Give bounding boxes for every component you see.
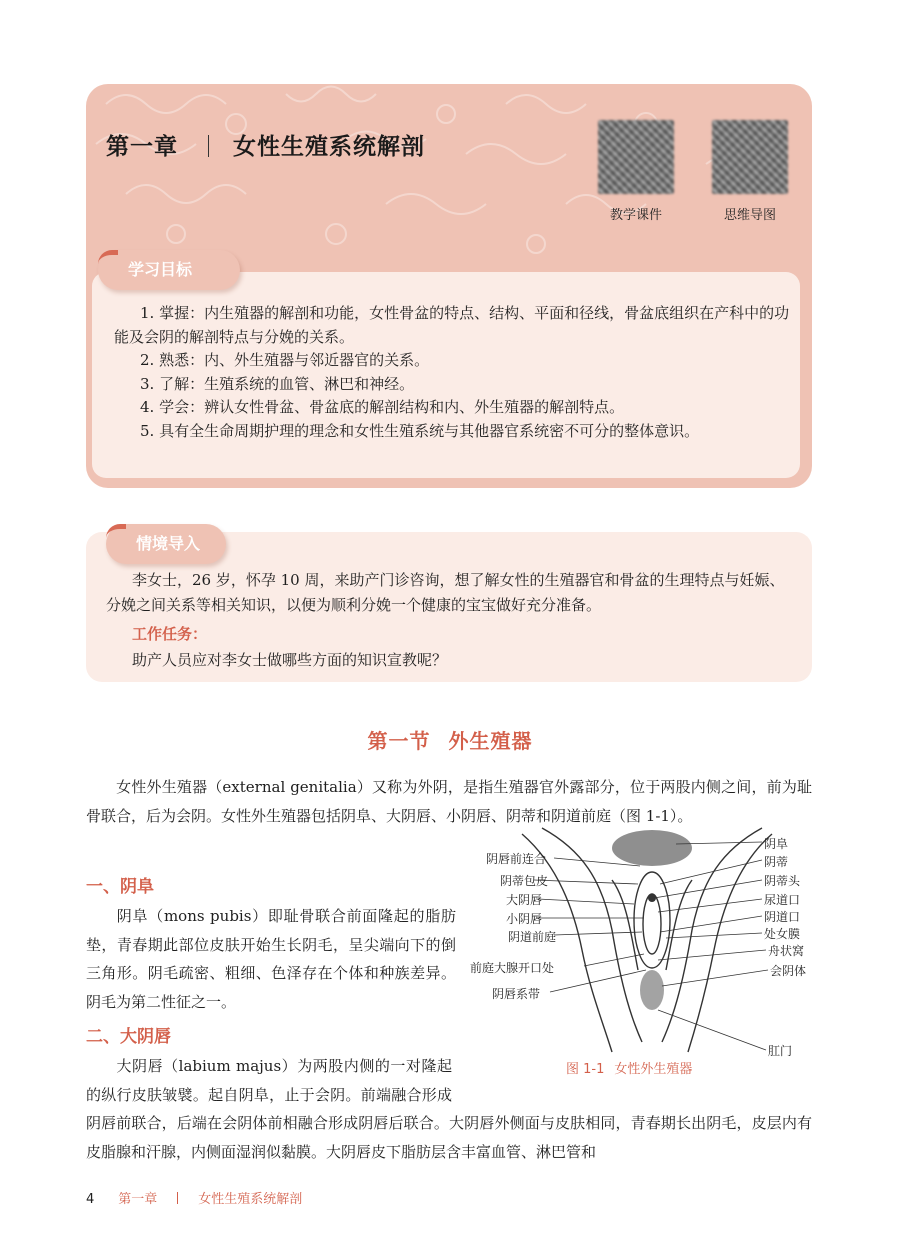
- label-hymen: 处女膜: [764, 927, 801, 941]
- section-intro-text: 女性外生殖器（external genitalia）又称为外阴，是指生殖器官外露部分，位于两股内侧之间，前为耻骨联合，后为会阴。女性外生殖器包括阴阜、大阴唇、小阴唇、阴蒂和阴道前庭（图 1-1）。: [86, 778, 812, 825]
- task-question: 助产人员应对李女士做哪些方面的知识宣教呢？: [132, 651, 448, 669]
- objective-item: 2. 熟悉：内、外生殖器与邻近器官的关系。: [140, 351, 430, 369]
- label-perineal-body: 会阴体: [770, 964, 807, 978]
- section-number: 第一节: [367, 729, 431, 753]
- chapter-name: 女性生殖系统解剖: [233, 134, 425, 160]
- section-name: 外生殖器: [448, 729, 533, 753]
- figure-caption: [566, 1058, 692, 1077]
- qr-courseware-label: 教学课件: [609, 208, 662, 223]
- label-vaginal-opening: 阴道口: [764, 910, 801, 924]
- page-number: 4: [86, 1192, 95, 1207]
- label-bartholin-opening: 前庭大腺开口处: [470, 961, 555, 975]
- figure-external-genitalia: [462, 820, 822, 1077]
- label-mons-pubis: 阴阜: [764, 837, 789, 851]
- footer-divider: [177, 1192, 178, 1204]
- objectives-list: [114, 302, 794, 443]
- label-navicular-fossa: 舟状窝: [768, 944, 805, 958]
- section-title: [0, 725, 900, 754]
- objective-item: 1. 掌握：内生殖器的解剖和功能，女性骨盆的特点、结构、平面和径线，骨盆底组织在产科中的功能及会阴的解剖特点与分娩的关系。: [114, 304, 790, 346]
- label-labia-minora: 小阴唇: [506, 912, 543, 926]
- objective-item: 4. 学会：辨认女性骨盆、骨盆底的解剖结构和内、外生殖器的解剖特点。: [140, 398, 625, 416]
- labia-majora-text: 大阴唇（labium majus）为两股内侧的一对隆起的纵行皮肤皱襞。起自阴阜，止于会阴。前端融合形成阴唇前联合，后端在会阴体前相融合形成阴唇后联合。大阴唇外侧面与皮肤相同，青春期长出阴毛，皮层内有皮脂腺和汗腺，内侧面湿润似黏膜。大阴唇皮下脂肪层含丰富血管、淋巴管和: [86, 1057, 812, 1161]
- label-clitoral-hood: 阴蒂包皮: [500, 874, 549, 888]
- label-clitoris: 阴蒂: [764, 855, 789, 869]
- objective-item: 3. 了解：生殖系统的血管、淋巴和神经。: [140, 374, 415, 393]
- scenario-heading: 情境导入: [106, 524, 226, 564]
- figure-number: 图 1-1: [566, 1062, 605, 1077]
- scenario-text: 李女士，26 岁，怀孕 10 周，来助产门诊咨询，想了解女性的生殖器官和骨盆的生理特点与妊娠、分娩之间关系等相关知识，以便为顺利分娩一个健康的宝宝做好充分准备。: [106, 571, 785, 614]
- label-glans: 阴蒂头: [764, 874, 801, 888]
- subsection-heading-mons: 一、阴阜: [86, 877, 154, 897]
- mons-pubis-text: 阴阜（mons pubis）即耻骨联合前面隆起的脂肪垫，青春期此部位皮肤开始生长阴毛，呈尖端向下的倒三角形。阴毛疏密、粗细、色泽存在个体和种族差异。阴毛为第二性征之一。: [86, 907, 456, 1011]
- qr-courseware[interactable]: [596, 120, 676, 223]
- objectives-heading: 学习目标: [98, 250, 240, 290]
- label-labia-majora: 大阴唇: [506, 893, 543, 907]
- footer-chapter: 第一章: [118, 1192, 158, 1207]
- task-heading: 工作任务：: [132, 625, 208, 643]
- title-divider: [208, 135, 209, 157]
- subsection-heading-labia: 二、大阴唇: [86, 1027, 171, 1047]
- figure-title: 女性外生殖器: [614, 1062, 693, 1077]
- qr-code-icon: [598, 120, 674, 194]
- learning-objectives: [92, 260, 800, 478]
- mons-pubis-paragraph: [86, 902, 456, 1016]
- scenario-intro-box: [86, 532, 812, 682]
- qr-code-icon: [712, 120, 788, 194]
- label-urethral-opening: 尿道口: [764, 893, 801, 907]
- label-anus: 肛门: [768, 1044, 793, 1058]
- label-anterior-commissure: 阴唇前连合: [486, 852, 547, 866]
- footer-title: 女性生殖系统解剖: [198, 1192, 303, 1207]
- objective-item: 5. 具有全生命周期护理的理念和女性生殖系统与其他器官系统密不可分的整体意识。: [140, 421, 700, 440]
- label-vestibule: 阴道前庭: [508, 930, 557, 944]
- page-footer: [86, 1188, 302, 1207]
- label-frenulum: 阴唇系带: [492, 987, 541, 1001]
- chapter-title: [106, 128, 425, 161]
- chapter-header: [86, 84, 812, 488]
- qr-mindmap[interactable]: [710, 120, 790, 223]
- chapter-number: 第一章: [106, 134, 178, 160]
- qr-mindmap-label: 思维导图: [723, 208, 776, 223]
